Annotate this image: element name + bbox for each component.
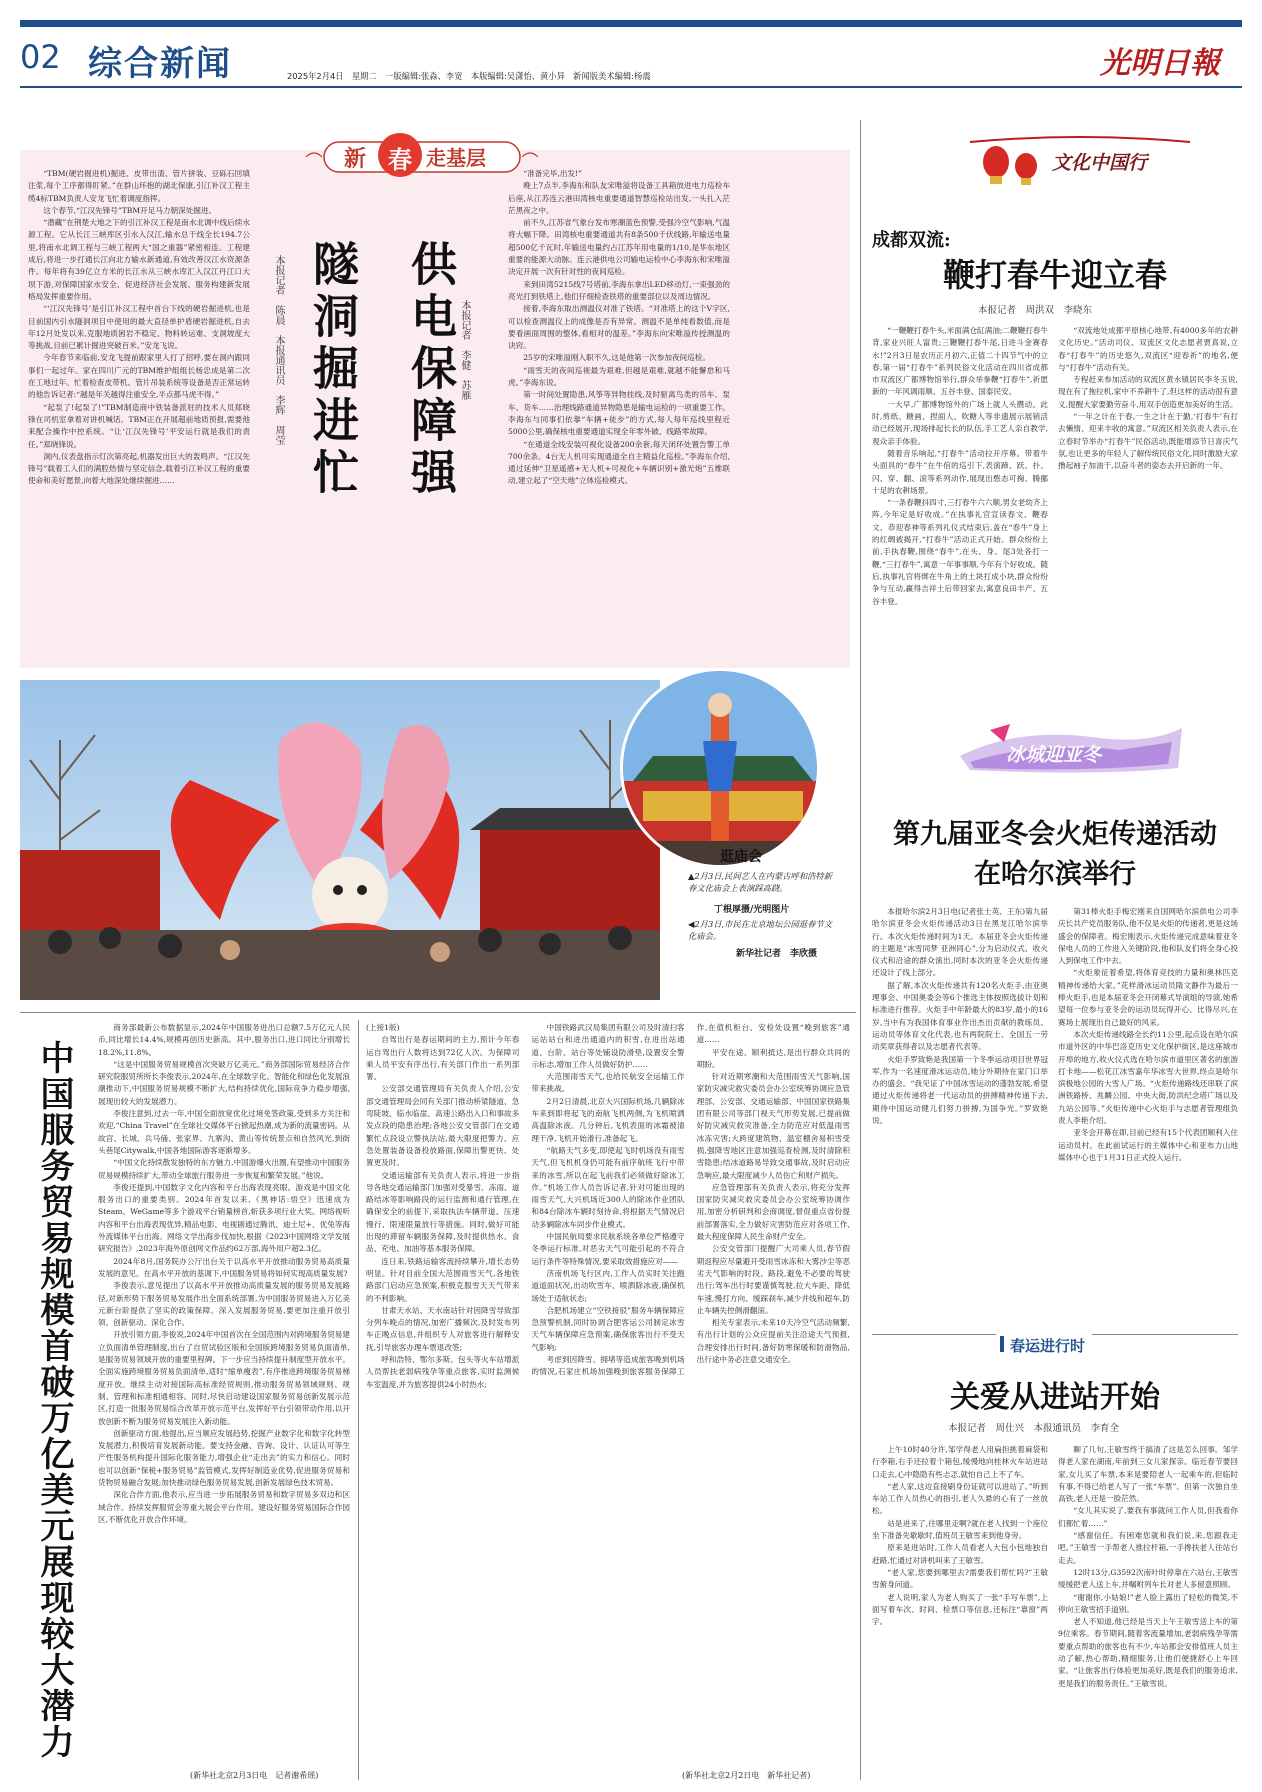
stilt-performer-photo xyxy=(620,668,820,868)
paragraph: 应急管理部有关负责人表示,将充分发挥国家防灾减灾救灾委员会办公室统筹协调作用,加密分析研判和会商调度,督促重点省份提前部署落实,全力做好灾害防范应对各项工作,最大程度保障人民生命财产安全。 xyxy=(696,1182,850,1242)
paragraph: 考虑到因降雪、拥堵等造成旅客晚到机场的情况,石家庄机场加强晚到旅客服务保障工作,在值机柜台、安检处设置“晚到旅客”通道…… xyxy=(531,1023,850,1377)
paragraph: 中国铁路武汉局集团有限公司及时清扫客运站站台和进出通道内的积雪,在进出站通道、台阶、站台等处铺设防滑垫,设置安全警示标志,增加工作人员做好防护…… xyxy=(531,1023,685,1069)
paragraph: 据了解,本次火炬传递共有120名火炬手,由亚奥理事会、中国奥委会等6个推选主体按照选拔计划和标准进行推荐。火炬手中年龄最大的83岁,最小的16岁,当中有为我国体育事业作出杰出贡献的教练员、运动员等体育文化代表,也有两院院士、全国五一劳动奖章获得者以及志愿者代表等。 xyxy=(872,980,1048,1052)
torch-article-col-2 xyxy=(1058,906,1238,1328)
paragraph: “老人家,这边直接刷身份证就可以进站了。”听到车站工作人员热心的指引,老人久悬的心有了一丝放松。 xyxy=(872,1481,1048,1516)
trade-end-note: (新华社北京2月3日电 记者谢希瑶) xyxy=(190,1771,319,1780)
care-article-col-1 xyxy=(872,1444,1048,1780)
care-headline: 关爱从进站开始 xyxy=(950,1380,1160,1415)
banner-text-new: 新 xyxy=(344,146,367,172)
paragraph: 一大早,广都博物馆外的广场上就人头攒动。此时,剪纸、糖画、捏面人、吹糖人等非遗展示展销活动已经展开,现场排起长长的队伍,手工艺人亲自教学,观众亲手体验。 xyxy=(872,399,1048,446)
paragraph: 相关专家表示,未来10天冷空气活动频繁,有出行计划的公众应提前关注沿途天气预报,合理安排出行时间,备好防寒保暖和防滑物品,出行途中务必注意交通安全。 xyxy=(696,1318,850,1365)
stilt-performer-image xyxy=(623,671,820,868)
chengdu-article-col-1 xyxy=(872,325,1048,685)
paragraph: 公安交管部门提醒广大司乘人员,春节假期返程应尽量避开受雨雪冰冻和大雾沙尘等恶劣天气影响的时段、路段,避免不必要的驾驶出行;驾车出行时要谨慎驾驶,拉大车距、降低车速,慢打方向、缓踩刹车,减少并线和超车,防止车辆失控侧滑翻滚。 xyxy=(696,1244,850,1315)
column-divider xyxy=(358,1020,359,1780)
torch-headline-line-2: 在哈尔滨举行 xyxy=(974,859,1136,890)
paragraph: 来到田湾5215线7号塔前,李海东拿出LED移动灯,一束强劲的亮光打到铁塔上,他们仔细检查铁塔的重要部位以及周边情况。 xyxy=(508,279,730,301)
banner-frame-icon xyxy=(302,132,542,178)
paragraph: 本报哈尔滨2月3日电(记者张士英、王东)第九届哈尔滨亚冬会火炬传递活动3日在黑龙江哈尔滨举行。本次火炬传递时间为1天。本届亚冬会火炬传递的主题是“冰雪同梦 亚洲同心”,分为启动仪式、收火仪式和沿途的群众演出,同时本次的亚冬会火炬传递还设计了线上部分。 xyxy=(872,907,1048,978)
paragraph: 交通运输部有关负责人表示,将进一步指导各地交通运输部门加强对受暴雪、冻雨、道路结冰等影响路段的运行监测和通行管理,在确保安全的前提下,采取执法车辆带道、压速慢行、限速限量放行等措施。同时,做好可能出现的滞留车辆服务保障,及时提供热水、食品、充电、加油等基本服务保障。 xyxy=(366,1170,520,1254)
paragraph: 2月2日清晨,北京大兴国际机场,几辆除冰车来到即将起飞的南航飞机两侧,为飞机喷洒高温除冰液。几分钟后,飞机表面的冰霜被清理干净,飞机开始滑行,准备起飞。 xyxy=(531,1096,685,1143)
temple-fair-photo xyxy=(20,680,660,1000)
paragraph: 李俊注意到,过去一年,中国全面放宽优化过境免签政策,受到多方关注和欢迎,“China Travel”在全球社交媒体平台掀起热潮,成为新的流量密码。从故宫、长城、兵马俑、张家界、九寨沟、黄山等传统景点和自然风光,到街头巷尾Citywalk,中国各地国际游客逐渐增多。 xyxy=(98,1109,350,1155)
section-title: 综合新闻 xyxy=(88,44,232,84)
paragraph: 25岁的宋唯溢刚入职不久,这是他第一次参加夜间巡检。 xyxy=(523,353,710,363)
chengdu-byline: 本报记者 周洪双 李晓东 xyxy=(978,305,1093,316)
chengdu-article-col-2 xyxy=(1058,325,1238,685)
paragraph: “起泵了!起泵了!”TBM制造商中铁装备派驻的技术人员郑晓锋在司机室拿着对讲机喊话。TBM正在开展超前地质预报,需要他来配合操作中控系统。“让‘江汉先锋号’平安运行就是我们的责任。”郑晓锋说。 xyxy=(28,402,250,449)
paragraph: 创新驱动方面,他提出,应当顺应发展趋势,挖掘产业数字化和数字化转型发展潜力,积极培育发展新动能。要支持金融、咨询、设计、认证认可等生产性服务机构提升国际化服务能力,增强企业“走出去”的实力和信心。同时也可以创新“保税+服务贸易”监管模式,发挥好制造业优势,促进服务贸易和货物贸易融合发展;加快推动绿色服务贸易发展,创新发展绿色技术贸易。 xyxy=(98,1428,350,1487)
paragraph: 晚上7点半,李海东和队友宋唯溢将设备工具箱放进电力巡检车后座,从江苏连云港田湾核电重要通道智慧巡检站出发,一头扎入茫茫黑夜之中。 xyxy=(508,181,730,215)
winter-banner-text: 冰城迎亚冬 xyxy=(1006,744,1102,766)
paragraph: 今年春节来临前,安龙飞提前跟家里人打了招呼,要在洞内跟同事们一起过年。家在四川广元的TBM维护组组长杨忠成是第二次在工地过年。忙着检查皮带机、管片吊装系统等设备是否正常运转的他告诉记者:“越是年关越得注重安全,半点都马虎不得。” xyxy=(28,353,250,400)
continued-note: (上接1版) xyxy=(366,1023,400,1032)
paragraph: 济南机场飞行区内,工作人员实时关注跑道道面状况,出动吹雪车、喷洒除冰液,确保机场处于适航状态; xyxy=(531,1268,685,1303)
paragraph: “‘江汉先锋号’是引江补汉工程中首台下线的硬岩掘进机,也是目前国内引水隧洞项目中使用的最大直径单护盾硬岩掘进机,自去年12月处发以来,克服地质困岩不稳定、物料转运难、支洞坡度大等挑战,目前已累计掘进突破百米。”安龙飞说。 xyxy=(28,304,250,351)
page-number: 02 xyxy=(20,38,61,76)
top-rule xyxy=(20,20,1242,27)
banner-text-spring: 春 xyxy=(388,145,412,174)
column-divider xyxy=(860,120,861,1780)
paragraph: “中国文化持续散发独特的东方魅力,中国游爆火出圈,有望推动中国服务贸易规模持续扩大,带动全球旅行服务进一步恢复和繁荣发展。”他说。 xyxy=(98,1158,350,1180)
culture-china-banner xyxy=(960,132,1200,190)
photo-credit-1: 丁根厚摄/光明图片 xyxy=(714,905,790,915)
spring-travel-tag-text: 春运进行时 xyxy=(1010,1337,1086,1355)
trade-article-body xyxy=(98,1022,350,1766)
paragraph: 亚冬会开幕在即,目前已经有15个代表团顺利入住运动员村。在此前试运行的主媒体中心和亚布力山地媒体中心也于1月31日正式投入运行。 xyxy=(1058,1128,1238,1162)
care-article-col-2 xyxy=(1058,1444,1238,1780)
photo-caption-2: ◀2月3日,市民在北京地坛公园逛春节文化庙会。 xyxy=(688,919,833,941)
paragraph: 随着音乐响起,“打春牛”活动拉开序幕。带着牛头面具的“春牛”在牛倌的巡引下,表演蹄、跃、扑、闪、穿、翻、滚等系列动作,展现出憨态可掬、腾挪十足的农耕场景。 xyxy=(872,448,1048,495)
new-spring-banner xyxy=(302,132,542,178)
spring-travel-tag xyxy=(996,1332,1092,1358)
photo-title: 逛庙会 xyxy=(720,849,762,865)
spring-transport-end-note: (新华社北京2月2日电 新华社记者) xyxy=(682,1771,811,1780)
paragraph: 深化合作方面,他表示,应当进一步拓展服务贸易和数字贸易多双边和区域合作。持续发挥服贸会等重大展会平台作用。建设好服务贸易国际合作园区,不断优化开放合作环境。 xyxy=(98,1490,350,1524)
paragraph: 上午10时40分许,邹学得老人用扁担挑着麻袋和行李箱,右手还拉着个箱包,缓慢地向桂林火车站进站口走去,心中隐隐有些忐忑,就怕自己上不了车。 xyxy=(872,1445,1048,1479)
paragraph: “感谢信任。有困难您就和我们说,来,您跟我走吧。”王敏雪一手帮老人推拉杆箱,一手搀扶老人往站台走去。 xyxy=(1058,1531,1238,1565)
paragraph: “潜藏”在荆楚大地之下的引江补汉工程是南水北调中线后续水源工程。它从长江三峡库区引水入汉江,输水总干线全长194.7公里,将南水北调工程与三峡工程两大“国之重器”紧密相连。工程建成后,将进一步打通长江向北方输水新通道,有效改善汉江水资源条件。每年将有39亿立方米的长江水从三峡水库汇入汉江丹江口大坝下游,对保障国家水安全、促进经济社会发展、服务构建新发展格局发挥重要作用。 xyxy=(28,218,250,301)
chengdu-headline: 鞭打春牛迎立春 xyxy=(942,256,1167,294)
paragraph: 前不久,江苏省气象台发布寒潮蓝色预警,受强冷空气影响,气温将大幅下降。田湾核电重要通道共有8条500千伏线路,年输送电量超500亿千瓦时,年输送电量约占江苏年用电量的1/10,是华东地区重要的能源大动脉。连云港供电公司输电运检中心李海东和宋唯溢决定开展一次有针对性的夜间巡检。 xyxy=(508,218,730,277)
care-byline: 本报记者 周仕兴 本报通讯员 李育全 xyxy=(948,1423,1120,1434)
paragraph: 开放引领方面,李俊说,2024年中国首次在全国范围内对跨境服务贸易建立负面清单管理制度,出台了自贸试验区版和全国版跨境服务贸易负面清单,是服务贸易领域开放的重要里程碑。下一步应当持续提升制度型开放水平。全面实施跨境服务贸易负面清单,适时“缩单瘦表”,有序推进跨境服务贸易梯度开放。继续主动对接国际高标准经贸规则,推动服务贸易领域规则、规制、管理和标准相通相容。同时,尽快启动建设国家服务贸易创新发展示范区,打造一批服务贸易综合改革开放示范平台,发挥好平台引领带动作用,以开放创新不断为服务贸易发展注入新动能。 xyxy=(98,1330,350,1426)
paragraph: 本次火炬传递线路全长约11公里,起点设在哈尔滨市道外区的中华巴洛克历史文化保护街区,是这座城市开埠的地方,收火仪式选在哈尔滨市道里区著名的旅游打卡地——松花江冰雪嘉年华冰雪大世界,终点是哈尔滨极地公园的大雪人广场。“火炬传递路线还串联了滨洲铁路桥、兆麟公园、中央大街,防洪纪念塔广场以及九站公园等。”火炬传递中心火炬手与志愿者管理组负责人李艳介绍。 xyxy=(1058,1029,1238,1126)
paragraph: 老人不知道,他已经是当天上午王敏雪送上车的第9位乘客。春节期间,随着客流量增加,老弱病残孕等需要重点帮助的旅客也有不少,车站都会安排值班人员主动了解,热心帮助,精细服务,让他们便捷舒心上车回家。“让旅客出行体验更加美好,既是我们的服务追求,更是我们的服务责任。”王敏雪说。 xyxy=(1058,1617,1238,1688)
paragraph: 2024年8月,国务院办公厅出台关于以高水平开放推动服务贸易高质量发展的意见。在高水平开放的基调下,中国服务贸易将如何实现高质量发展? xyxy=(98,1256,350,1278)
power-headline: 供电保障强 xyxy=(404,240,458,500)
paragraph: 公安部交通管理局有关负责人介绍,公安部交通管理局会同有关部门推动桥梁隧道、急弯陡坡、临水临崖、高速公路出入口和事故多发点段的隐患治理;各地公安交管部门在交通繁忙点段设立警执法站,最大限度把警力、应急处置装备设备投放路面,保障出警更快、处置更及时。 xyxy=(366,1084,520,1168)
trade-headline: 中国服务贸易规模首破万亿美元展现较大潜力 xyxy=(34,1040,74,1760)
paragraph: 站是进来了,往哪里走啊?就在老人找到一个座位坐下准备先歇歇时,值班员王敏雪来到他身旁。 xyxy=(872,1518,1048,1541)
torch-headline-line-1: 第九届亚冬会火炬传递活动 xyxy=(893,819,1217,850)
paragraph: 平安在途、顺利抵达,是出行群众共同的期盼。 xyxy=(696,1047,850,1069)
paragraph: “准备完毕,出发!” xyxy=(523,169,582,178)
paragraph: 洞内,仪表盘指示灯次第亮起,机器发出巨大的轰鸣声。“江汉先锋号”载着工人们的满腔热情与坚定信念,载着引江补汉工程的重要使命和美好愿景,向着大地深处继续掘进…… xyxy=(28,451,250,486)
paragraph: 商务部最新公布数据显示,2024年中国服务进出口总额7.5万亿元人民币,同比增长14.4%,规模再创历史新高。其中,服务出口,进口同比分别增长18.2%,11.8%。 xyxy=(98,1023,350,1057)
tunnel-headline: 隧洞掘进忙 xyxy=(306,240,360,500)
paragraph: 专程赶来参加活动的双流区黄水镇居民李冬玉说,现在有了拖拉机,家中不养耕牛了,但这样的活动很有意义,提醒大家要勤劳奋斗,用双手创造更加美好的生活。 xyxy=(1058,375,1238,409)
paragraph: “一年之计在于春,一生之计在于勤,‘打春牛’有打去懒惰、迎来丰收的寓意。”双流区相关负责人表示,在立春时节举办“打春牛”民俗活动,既能增添节日喜庆气氛,也让更多的年轻人了解传统民俗文化,同时激励大家撸起袖子加油干,以奋斗者的姿态去开启新的一年。 xyxy=(1058,412,1238,471)
paragraph: “雨雪天的夜间巡视最为艰难,但越是艰难,就越不能懈怠和马虎。”李海东说。 xyxy=(508,365,730,388)
paragraph: 李俊还提到,中国数字文化内容和平台出海表现亮眼。游戏是中国文化服务出口的重要类别。2024年首发以来,《黑神话:悟空》迅速成为Steam、WeGame等多个游戏平台销量榜首,斩获多项行业大奖。网络视听内容和平台出海表现优异,精品电影、电视剧通过腾讯、迪士尼+、优兔等海外流媒体平台出海。网络文学出海步伐加快,根据《2023中国网络文学发展研究报告》,2023年海外原创网文作品约62万部,海外用户超2.3亿。 xyxy=(98,1182,350,1254)
power-article-body xyxy=(508,168,730,608)
masthead-logo: 光明日報 xyxy=(1100,46,1220,81)
paragraph: 呼和浩特、鄂尔多斯、包头等火车站增派人员帮扶老弱病残孕等重点旅客,实时监测候车室温度,并为旅客提供24小时热水; xyxy=(366,1355,520,1389)
paragraph: 第一时间处置隐患,风筝等异物挂线,及时驱离鸟类的吊车、泵车、货车……治理线路通道异物隐患是输电运检的一项重要工作。李海东与同事们依靠“车辆+徒步”的方式,每人每年巡线里程近5000公里,确保核电重要通道实现全年零外破、线路零故障。 xyxy=(508,390,730,437)
paragraph: “一鞭鞭打春牛头,米面满仓缸满油;二鞭鞭打春牛背,家业兴旺人富贵;三鞭鞭打春牛尾,日进斗金赛春水!”2月3日是农历正月初六,正值二十四节气中的立春,第一届“打春牛”系列民俗文化活动在四川省成都市双流区广都博物馆举行,群众举拳鞭“打春牛”,祈愿新的一年风调雨顺、五谷丰登、国泰民安。 xyxy=(872,326,1048,397)
tag-bar-icon xyxy=(1000,1336,1004,1352)
header-rule xyxy=(20,86,1242,88)
paragraph: 连日来,铁路运输客流持续攀升,增长态势明显。针对目前全国大范围雨雪天气,各地铁路部门启动应急预案,积极克服雪天天气带来的不利影响。 xyxy=(366,1256,520,1303)
divider xyxy=(20,1012,856,1013)
paragraph: 聊了几句,王敏雪终于搞清了这是怎么回事。邹学得老人家在湖南,年前到三女儿家探亲。临近春节要回家,女儿买了车票,本来是要陪老人一起乘车的,但临时有事,不得已给老人写了一张“车票”。但第一次独自坐高铁,老人还是一脸茫然。 xyxy=(1058,1445,1238,1504)
paragraph: 原来是进站时,工作人员看老人大包小包地独自赶路,忙通过对讲机叫来了王敏雪。 xyxy=(872,1543,1048,1565)
paragraph: 合肥机场建立“空铁接驳”服务车辆保障应急预警机制,同时协调合肥客运公司制定冰雪天气车辆保障应急预案,确保旅客出行不受天气影响; xyxy=(531,1305,685,1352)
paragraph: 大范围雨雪天气,也给民航安全运输工作带来挑战。 xyxy=(531,1072,685,1094)
paragraph: “女儿其实说了,要我有事就问工作人员,但我看你们都忙着……” xyxy=(1058,1506,1238,1528)
paragraph: “老人家,您要到哪里去?需要我们帮忙吗?”王敏雪俯身问道。 xyxy=(872,1567,1048,1590)
paragraph: 自驾出行是春运期间的主力,预计今年春运自驾出行人数将达到72亿人次。为保障司乘人员平安有序出行,有关部门作出一系列部署。 xyxy=(366,1035,520,1082)
paragraph: “TBM(硬岩掘进机)掘进、皮带出渣、管片拼装、豆砾石回填注浆,每个工序都得盯紧。”在群山环抱的湖北保康,引江补汉工程主缆4标TBM负责人安龙飞忙着调度指挥。 xyxy=(28,169,250,203)
photo-caption-1: ▲2月3日,民间艺人在内蒙古呼和浩特新春文化庙会上表演踩高跷。 xyxy=(688,871,833,893)
temple-fair-image xyxy=(20,680,660,1000)
paragraph: 12时13分,G3592次南叶时停靠在六站台,王敏雪缓缓把老人送上车,并嘱咐列车长对老人多留意照顾。 xyxy=(1058,1567,1238,1590)
chengdu-kicker: 成都双流: xyxy=(872,230,951,251)
culture-banner-text: 文化中国行 xyxy=(1052,152,1148,174)
paragraph: “谢谢你,小姑娘!”老人脸上露出了轻松的微笑,不停向王敏雪招手道别。 xyxy=(1058,1592,1238,1614)
header-info: 2025年2月4日 星期二 一版编辑:张淼、李宽 本版编辑:吴潇怡、黄小异 新闻版美术编辑:杨震 xyxy=(287,71,651,81)
paragraph: “航路天气多变,即使起飞时机场没有雨雪天气,但飞机机身仍可能有前序航班飞行中带来的冰雪,所以在起飞前我们必须做好除冰工作。”机场工作人员告诉记者,针对可能出现的雨雪天气,大兴机场近300人的除冰作业团队和84台除冰车辆时刻待命,将根据天气情况启动多辆除冰车同步作业模式。 xyxy=(531,1145,685,1229)
spring-transport-article-body xyxy=(366,1022,850,1766)
paragraph: 李俊表示,意见提出了以高水平开放推动高质量发展的服务贸易发展路径,对新形势下服务贸易发展作出全面系统部署,为中国服务贸易进入万亿美元新台阶提供了坚实的政策保障。深入发展服务贸易,要更加注重开放引领、创新驱动、深化合作。 xyxy=(98,1281,350,1328)
paragraph: 火炬手罗致艳是我国第一个冬季运动项目世界冠军,作为一名速度滑冰运动员,她分外期待在家门口举办的盛会。“我见证了中国冰雪运动的蓬勃发展,希望通过火炬传递将老一代运动员的拼搏精神传递下去,期待中国运动健儿们努力拼搏,为国争光。”罗致艳说。 xyxy=(872,1054,1048,1126)
photo-credit-2: 新华社记者 李欣摄 xyxy=(736,949,818,959)
paragraph: 老人说明,家人为老人购买了一张“手写车票”,上面写着车次、时间、检票口等信息,还标注“靠窗”两字。 xyxy=(872,1592,1048,1627)
tunnel-byline: 本报记者 陈晨 本报通讯员 李辉 周莹 xyxy=(273,255,284,445)
power-byline: 本报记者 李健 苏雁 xyxy=(459,300,470,400)
paragraph: 这个春节,“江汉先锋号”TBM开足马力朝深处掘进。 xyxy=(43,205,217,215)
paragraph: 接着,李海东取出测温仪对准了铁塔。“对准塔上的这个V字区,可以检查测温仪上的成像是否有异常。测温不是单纯看数值,而是要看画面周围的整体,看相对的温差。”李海东向宋唯溢传授测温的诀窍。 xyxy=(508,304,730,351)
tunnel-article-body xyxy=(28,168,250,658)
paragraph: 针对近期寒潮和大范围雨雪天气影响,国家防灾减灾救灾委员会办公室统筹协调应急管理部、公安部、交通运输部、中国国家铁路集团有限公司等部门视天气形势发展,已提前做好防灾减灾救灾准备,全力防范应对低温雨雪冰冻灾害;大跨度建筑物、温室棚舍易积雪受损,强降雪地区注意加强巡查检测,及时清除积雪隐患;结冰道路易导致交通事故,及时启动应急响应,最大限度减少人员伤亡和财产损失。 xyxy=(696,1072,850,1180)
paragraph: “火炬象征着希望,将体育竞技的力量和奥林匹克精神传递给大家。”花样滑冰运动员隋文静作为最后一棒火炬手,也是本届亚冬会开闭幕式导演组的导演,她希望每一位参与亚冬会的运动员玩得开心、比得尽兴,在赛场上展现出自己最好的风采。 xyxy=(1058,968,1238,1027)
paragraph: “这是中国服务贸易规模首次突破万亿美元。”商务部国际贸易经济合作研究院服贸所所长李俊表示,2024年,在全球数字化、智能化和绿色化发展浪潮推动下,中国服务贸易规模不断扩大,结构持续优化,国际竞争力稳步增强,展现出较大的发展潜力。 xyxy=(98,1059,350,1106)
paragraph: 甘肃天水站、天水南站针对因降雪导致部分列车晚点的情况,加密广播频次,及时发布列车正晚点信息,并组织专人对旅客进行解释安抚,引导旅客办理车票退改签; xyxy=(366,1305,520,1352)
winter-games-banner xyxy=(950,716,1190,776)
torch-article-col-1 xyxy=(872,906,1048,1328)
banner-text-grassroots: 走基层 xyxy=(426,146,486,170)
paragraph: “双流地处成都平原核心地带,有4000多年的农耕文化历史。”活动司仪、双流区文化志愿者贾真说,立春“打春牛”的历史悠久,双流区“迎春祈”的地名,便与“打春牛”活动有关。 xyxy=(1058,326,1238,372)
paragraph: “一条春鞭抖四寸,三打春牛六六顺,男女老幼齐上阵,今年定是好收成。”在执事礼官宣读春文、鞭春文、恭迎春神等系列礼仪式结束后,盖在“春牛”身上的红绸被揭开,“打春牛”活动正式开始。群众纷纷上前,手执春鞭,围绕“春牛”,在头、身、尾3处各打一鞭,“三打春牛”,寓意一年事事顺,今年有个好收成。随后,执事礼官将绑在牛角上的土块打成小块,群众纷纷争与互动,赢得吉祥土后带回家去,寓意良田丰产、五谷丰登。 xyxy=(872,498,1048,606)
paragraph: 中国民航局要求民航系统各单位严格遵守冬季运行标准,对恶劣天气可能引起的不符合运行条件等特殊情况,要采取效措施应对—— xyxy=(531,1232,685,1266)
paragraph: 第31棒火炬手梅宏刚来自国网哈尔滨供电公司李庆长共产党员服务队,他不仅是火炬的传递者,更是这场盛会的保障者。梅宏刚表示,火炬传递完成意味着亚冬保电人员的工作进入关键阶段,他和队友们将全身心投入到保电工作中去。 xyxy=(1058,907,1238,966)
paragraph: “在通道全线安装可视化设备200余套,每天闭环处置告警工单700余条。4台无人机可实现通道全自主精益化巡检。”李海东介绍,通过延伸“卫星遥感+无人机+可视化+车辆识别+激光炮”五维联动,建立起了“空天地”立体巡检模式。 xyxy=(508,439,730,486)
